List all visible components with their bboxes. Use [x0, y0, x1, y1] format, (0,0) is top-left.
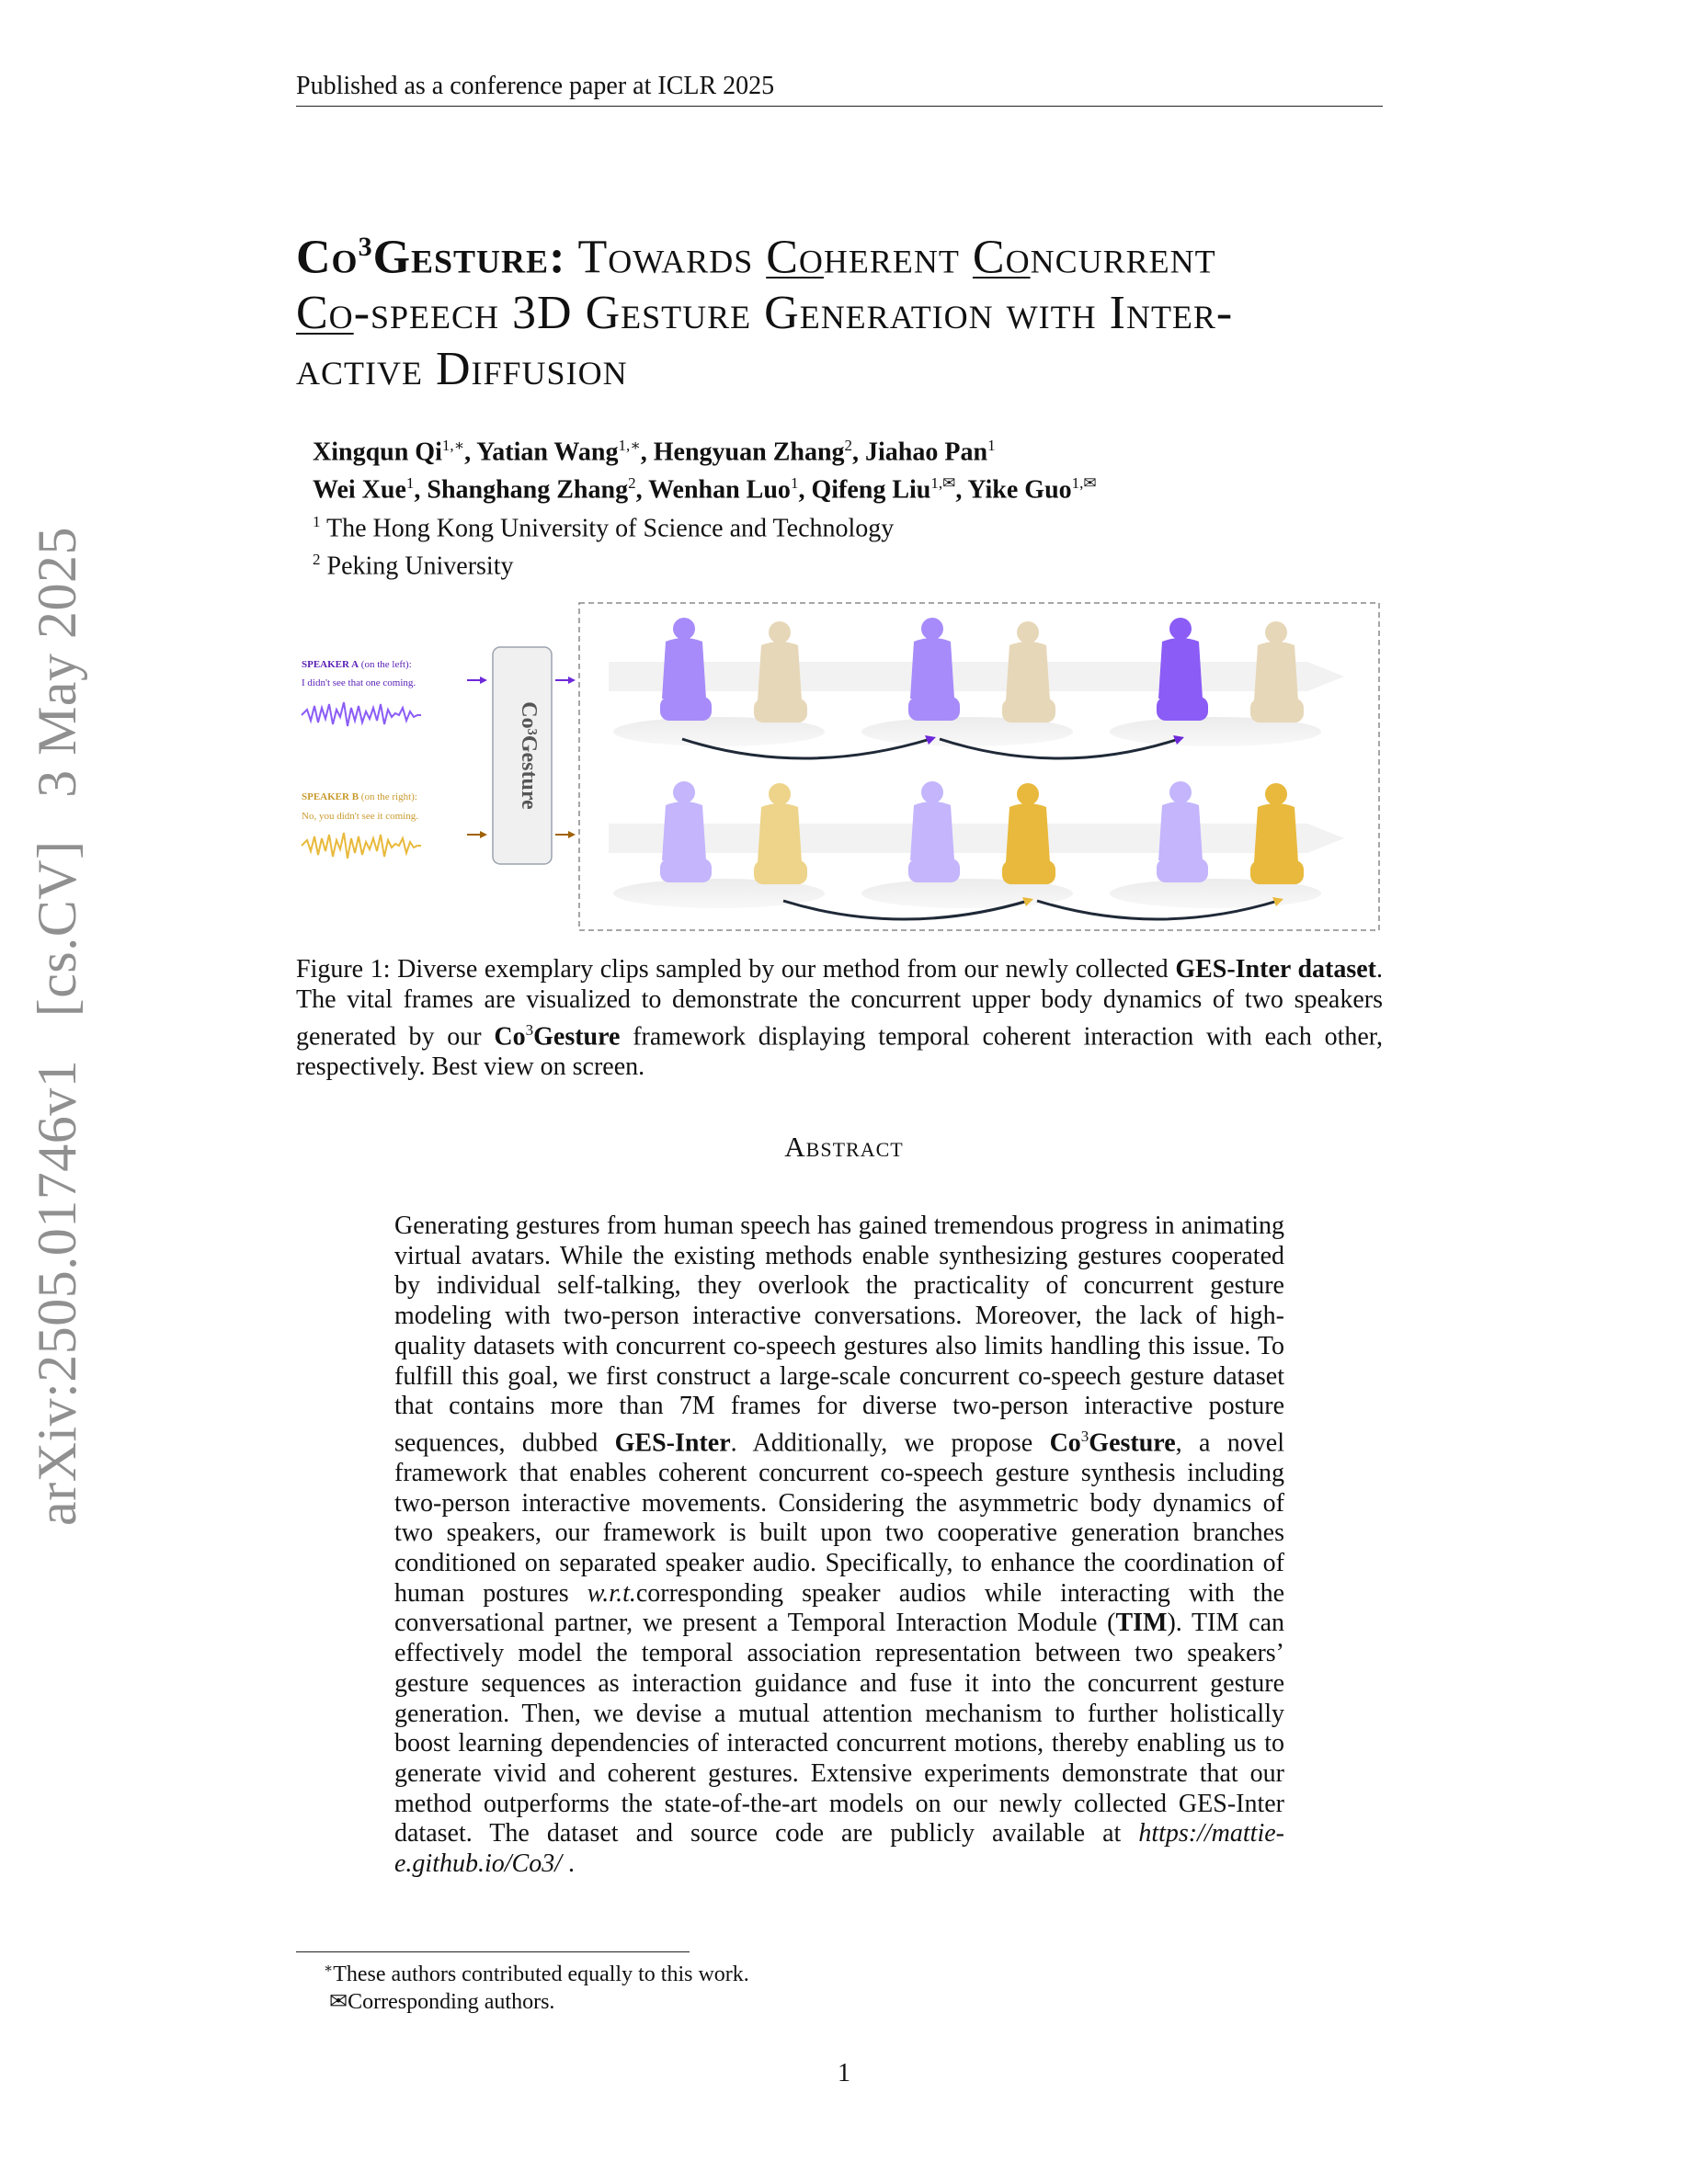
abstract-text: ). TIM can effectively model the temporal association representation between two speakers’ gesture sequences as interaction guidance and fuse it into the concurrent gesture generation. Then, we devise a mutual attention mechanism to further holistically boost learning dependencies of interacted concurrent motions, thereby enabling us to generate vivid and coherent gestures. Extensive experiments demonstrate that our method outperforms the state-of-the-art models on our newly collected GES-Inter dataset. The dataset and source code are publicly available at — [394, 1609, 1284, 1848]
author-sup: 1,✉ — [1071, 474, 1097, 493]
author-name: Jiahao Pan — [865, 438, 988, 467]
author-sup: 1 — [405, 474, 415, 493]
speaker-a-line: I didn't see that one coming. — [302, 677, 416, 688]
caption-prefix: Figure 1: Diverse exemplary clips sampled by our method from our newly collected — [296, 955, 1176, 984]
abstract-url-link[interactable]: https://mattie-e.github.io/Co3/ — [394, 1819, 1284, 1879]
caption-dataset: GES-Inter dataset — [1175, 955, 1377, 984]
author-sup: 1,∗ — [618, 437, 641, 454]
avatar-bottom-2b — [1002, 783, 1055, 884]
speaker-b-line: No, you didn't see it coming. — [302, 811, 418, 822]
avatar-bottom-3b — [1250, 783, 1304, 884]
footnote-rule — [296, 1951, 690, 1952]
affiliation-1 — [313, 506, 1097, 544]
page-number: 1 — [838, 2059, 850, 2087]
affiliation-num: 2 — [313, 550, 321, 568]
avatar-top-1a — [660, 618, 712, 721]
affiliation-text: The Hong Kong University of Science and Technology — [326, 513, 895, 542]
abstract-co: Co — [1049, 1428, 1081, 1458]
title-name-suffix: Gesture: — [372, 231, 566, 284]
title-name-sup: 3 — [358, 232, 373, 262]
caption-suffix: framework displaying temporal coherent interaction with each other, respectively. Best view on screen. — [296, 1022, 1384, 1082]
footnote-mark: ∗ — [324, 1962, 334, 1976]
row-bottom-background — [609, 824, 1344, 908]
title-co-1: Co — [766, 231, 824, 284]
affiliation-num: 1 — [313, 512, 321, 530]
title-line1-b: herent — [823, 231, 973, 284]
author-name: Wenhan Luo — [648, 475, 791, 505]
arxiv-id: arXiv:2505.01746v1 — [27, 1059, 87, 1526]
caption-model-b: Gesture — [533, 1022, 621, 1052]
abstract-ges-inter: GES-Inter — [614, 1428, 731, 1458]
author-sup: 1,✉ — [930, 474, 956, 493]
footnote-text: Corresponding authors. — [348, 1990, 555, 2014]
speaker-a-waveform — [302, 702, 421, 726]
output-arrows — [555, 677, 576, 838]
figure-caption — [296, 954, 1383, 1082]
speaker-a-label: SPEAKER A (on the left): — [302, 659, 412, 670]
arxiv-category: [cs.CV] — [27, 840, 87, 1018]
abstract-heading: Abstract — [784, 1131, 904, 1163]
abstract-text: Generating gestures from human speech has gained tremendous progress in animating virtual avatars. While the existing methods enable synthesizing gestures cooperated by individual self-talking, they overlook the practicality of concurrent gesture modeling with two-person interactive conversations. Moreover, the lack of high-quality datasets with concurrent co-speech gestures also limits handling this issue. To fulfill this goal, we first construct a large-scale concurrent co-speech gesture dataset that contains more than 7M frames for diverse two-person interactive posture sequences, dubbed — [394, 1211, 1284, 1458]
abstract-text: , a novel framework that enables coherent concurrent co-speech gesture synthesis including two-person interactive movements. Considering the asymmetric body dynamics of two speakers, our framework is built upon two cooperative generation branches conditioned on separated speaker audio. Specifically, to enhance the coordination of human postures — [394, 1428, 1285, 1608]
author-name: Hengyuan Zhang — [653, 438, 845, 467]
abstract-tim: TIM — [1115, 1609, 1168, 1638]
affiliation-2 — [313, 544, 1097, 582]
caption-mid: . The vital frames are visualized to demonstrate the concurrent upper body dynamics of two speakers generated by our — [296, 955, 1384, 1052]
author-line-2: Wei Xue$^1$, Shanghang Zhang$^2$, Wenhan Luo$^1$, Qifeng Liu$^{1,✉}$, Yike Guo$^{1,✉}$ — [313, 474, 1097, 505]
caption-model-sup: 3 — [525, 1021, 534, 1039]
abstract-co-sup: 3 — [1080, 1427, 1089, 1445]
author-sup: 2 — [628, 474, 636, 493]
caption-model-a: Co — [494, 1022, 526, 1052]
author-sup: 1 — [987, 437, 996, 454]
avatar-top-1b — [754, 621, 807, 722]
author-sup: 1 — [790, 474, 799, 493]
avatar-bottom-1a — [660, 781, 712, 882]
abstract-body — [394, 1211, 1284, 1880]
title-line2: -speech 3D Gesture Generation with Inter- — [353, 287, 1234, 340]
figure-1-graphic — [296, 597, 1390, 938]
avatar-top-2a — [908, 618, 960, 721]
title-line1-c: ncurrent — [1030, 231, 1216, 284]
author-sup: 1,∗ — [441, 437, 465, 454]
author-sup: 2 — [844, 437, 853, 454]
title-line1-a: Towards — [565, 231, 767, 284]
abstract-gesture: Gesture — [1089, 1428, 1176, 1458]
title-co-3: Co — [296, 287, 354, 340]
avatar-top-2b — [1002, 621, 1055, 722]
footnote-corresponding — [324, 1988, 749, 2016]
author-name: Yike Guo — [967, 475, 1072, 505]
author-name: Xingqun Qi — [313, 438, 442, 467]
author-block — [313, 430, 1097, 582]
running-header: Published as a conference paper at ICLR 2025 — [296, 72, 775, 100]
title-co-2: Co — [972, 231, 1031, 284]
author-name: Shanghang Zhang — [427, 475, 629, 505]
header-rule — [296, 106, 1383, 107]
speaker-b-waveform — [302, 833, 421, 859]
abstract-text: . Additionally, we propose — [730, 1428, 1050, 1458]
avatar-bottom-3a — [1157, 781, 1208, 882]
input-arrows — [467, 677, 487, 838]
title-line3: active Diffusion — [296, 343, 628, 396]
author-name: Qifeng Liu — [811, 475, 931, 505]
avatar-top-3b — [1250, 621, 1304, 722]
row-top-background — [609, 662, 1344, 746]
author-line-1: Xingqun $Qi^{1,∗}$, Yatian Wang$^{1,∗}$, Hengyuan Zhang$^2$, Jiahao Pan$^1$ — [313, 437, 996, 467]
envelope-icon: ✉ — [329, 1990, 348, 2014]
speaker-b-label: SPEAKER B (on the right): — [302, 791, 417, 802]
avatar-bottom-2a — [908, 781, 960, 882]
footnote-text: These authors contributed equally to this work. — [333, 1962, 749, 1986]
paper-title — [296, 219, 1399, 397]
avatar-top-3a — [1157, 618, 1208, 721]
abstract-text: corresponding speaker audios while interacting with the conversational partner, we present a Temporal Interaction Module ( — [394, 1578, 1284, 1638]
arxiv-stamp — [26, 527, 89, 1526]
avatar-bottom-1b — [754, 783, 807, 884]
abstract-text: . — [562, 1849, 575, 1879]
author-name: Wei Xue — [313, 475, 406, 505]
footnote-equal-contribution — [324, 1955, 749, 1988]
model-name: Co³Gesture — [517, 701, 541, 810]
abstract-wrt: w.r.t. — [587, 1578, 636, 1608]
figure-1 — [296, 597, 1390, 938]
author-name: Yatian Wang — [476, 438, 619, 467]
arxiv-date: 3 May 2025 — [27, 526, 87, 798]
title-name-prefix: Co — [296, 231, 359, 284]
affiliation-text: Peking University — [326, 552, 514, 581]
footnotes — [324, 1955, 749, 2016]
